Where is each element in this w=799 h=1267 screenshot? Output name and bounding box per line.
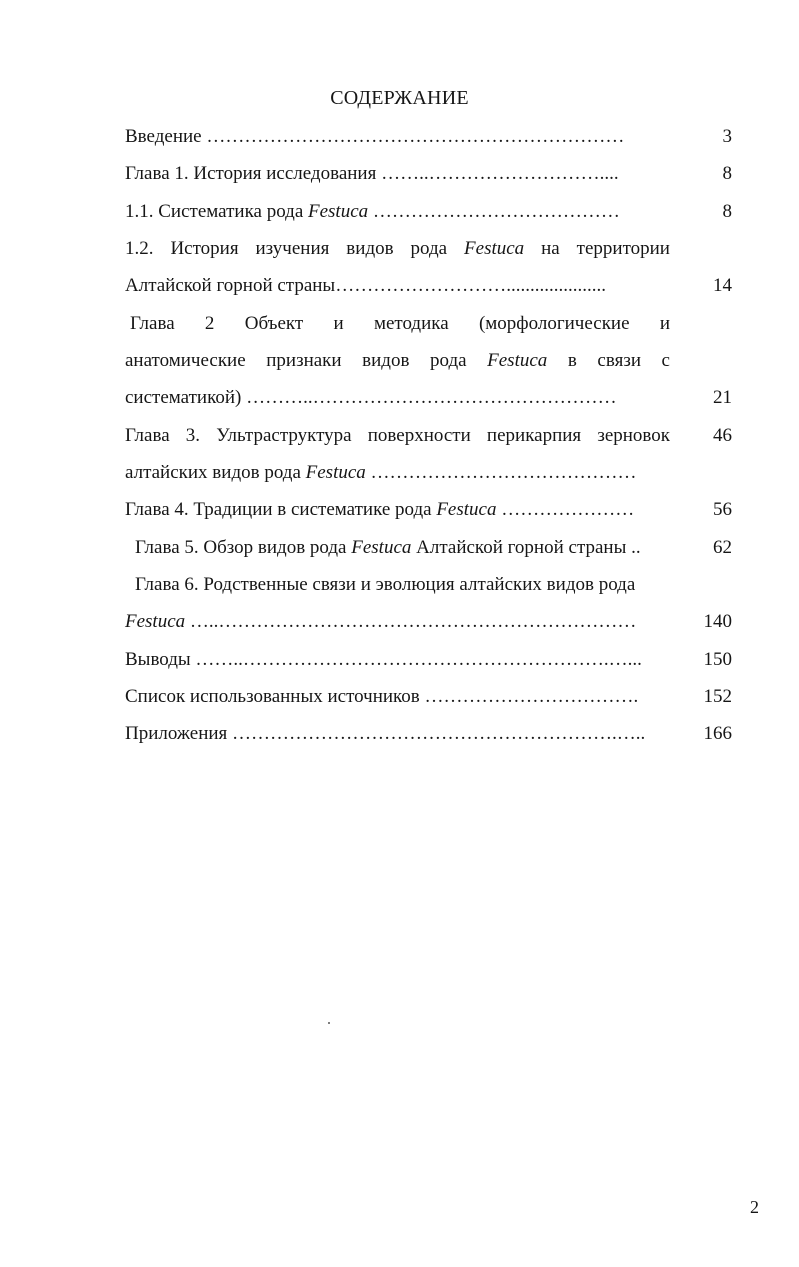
genus-name: Festuca: [487, 350, 548, 371]
toc-entry-text: [125, 237, 670, 261]
toc-entry-text-line2: [125, 349, 670, 373]
text-part: …………………: [496, 499, 635, 520]
text-part: 1.2. История изучения видов рода: [125, 238, 465, 259]
genus-name: Festuca: [308, 201, 369, 222]
toc-entry-page: 150: [703, 649, 732, 670]
toc-entry-page: 166: [703, 723, 732, 744]
toc-entry-page: 14: [713, 275, 732, 296]
toc-entry-text-line1: Глава 2 Объект и методика (морфологические и: [130, 313, 670, 334]
toc-entry-text: [135, 536, 670, 560]
toc-entry-text: Приложения …………………………………………………….…..: [125, 723, 646, 744]
toc-entry-text-line2: [125, 610, 670, 634]
toc-entry-text: Список использованных источников …………………………….: [125, 686, 639, 707]
toc-entry-text: [125, 200, 670, 224]
scan-speck: [328, 1022, 330, 1024]
toc-entry-text-line1: Глава 6. Родственные связи и эволюция алтайских видов рода: [135, 574, 636, 595]
toc-entry-page: 140: [703, 611, 732, 632]
toc-entry-page: 62: [713, 537, 732, 558]
toc-entry-text-line3: систематикой) ………..…………………………………………: [125, 387, 617, 408]
toc-entry-text: Глава 1. История исследования ……..………………………....: [125, 163, 619, 184]
toc-entry-text: Введение …………………………………………………………: [125, 126, 625, 147]
genus-name: Festuca: [436, 499, 497, 520]
text-part: алтайских видов рода: [125, 462, 306, 483]
text-part: Алтайской горной страны ..: [411, 537, 641, 558]
toc-entry-text: [125, 498, 670, 522]
text-part: …………………………………: [368, 201, 620, 222]
text-part: анатомические признаки видов рода: [125, 350, 488, 371]
toc-entry-page: 21: [713, 387, 732, 408]
toc-entry-text-line2: [125, 461, 670, 485]
text-part: в связи с: [547, 350, 670, 371]
text-part: ……………………………………: [365, 462, 637, 483]
text-part: 1.1. Систематика рода: [125, 201, 308, 222]
text-part: на территории: [524, 238, 670, 259]
toc-entry-page: 3: [722, 126, 732, 147]
toc-entry-page: 8: [722, 163, 732, 184]
genus-name: Festuca: [464, 238, 525, 259]
toc-entry-text-line1: Глава 3. Ультраструктура поверхности перикарпия зерновок: [125, 425, 670, 446]
text-part: Глава 4. Традиции в систематике рода: [125, 499, 437, 520]
toc-entry-page: 56: [713, 499, 732, 520]
toc-entry-text-line2: Алтайской горной страны……………………….....................: [125, 275, 606, 296]
toc-entry-page: 152: [703, 686, 732, 707]
page-title: СОДЕРЖАНИЕ: [330, 87, 469, 109]
toc-entry-text: Выводы ……..………………………………………………….…...: [125, 649, 642, 670]
toc-entry-page: 8: [722, 201, 732, 222]
toc-entry-page: 46: [713, 425, 732, 446]
text-part: Глава 5. Обзор видов рода: [135, 537, 352, 558]
genus-name: Festuca: [125, 611, 186, 632]
genus-name: Festuca: [351, 537, 412, 558]
text-part: …..…………………………………………………………: [185, 611, 637, 632]
page-number: 2: [750, 1197, 759, 1217]
genus-name: Festuca: [305, 462, 366, 483]
